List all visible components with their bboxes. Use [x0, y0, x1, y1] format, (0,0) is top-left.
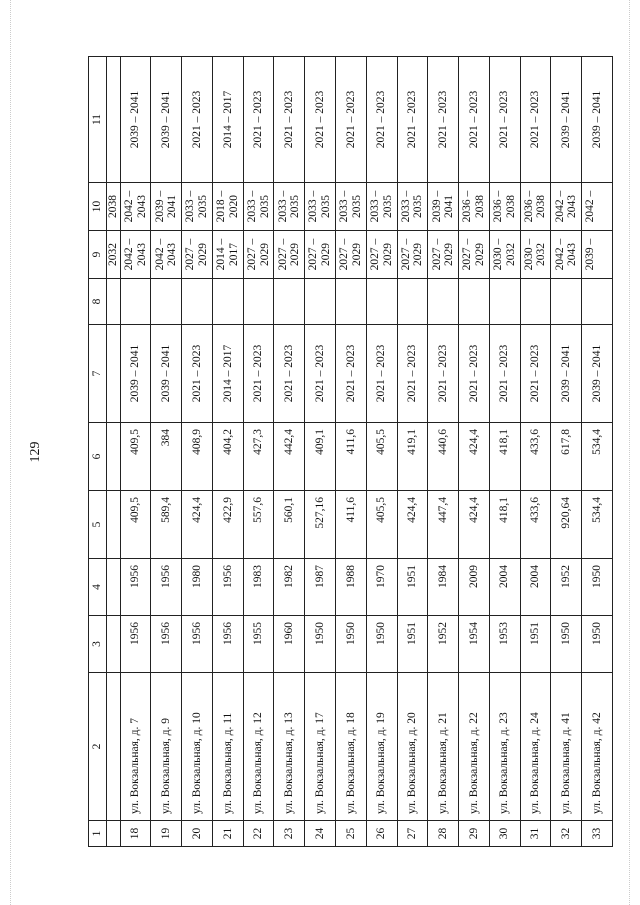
row-number: 31: [520, 821, 551, 847]
year-line-2: [597, 187, 610, 226]
period-end-cell: [397, 183, 428, 231]
year-line-1: 2033 –: [399, 190, 412, 223]
year-reconstruction-cell: 1956: [212, 559, 243, 616]
period-start-cell: [212, 231, 243, 279]
row-number: 22: [243, 821, 274, 847]
year-line-2: 2043: [135, 195, 148, 218]
year-built-cell: 1954: [459, 616, 490, 673]
year-line-1: 2033 –: [245, 190, 258, 223]
year-built-cell: 1955: [243, 616, 274, 673]
scan-edge-right: [629, 0, 630, 905]
row-number: 23: [274, 821, 305, 847]
year-line-2: 2035: [289, 195, 302, 218]
address-cell: ул. Вокзальная, д. 13: [274, 673, 305, 821]
period-cell: 2014 – 2017: [212, 325, 243, 423]
period-start-cell: [120, 231, 151, 279]
scan-edge-left: [10, 0, 11, 905]
address-cell: ул. Вокзальная, д. 17: [305, 673, 336, 821]
carry-cell-2: [107, 673, 121, 821]
year-line-1: 2042 –: [553, 190, 566, 223]
repair-period-cell: 2021 – 2023: [274, 57, 305, 183]
repair-period-cell: 2021 – 2023: [182, 57, 213, 183]
page-number: 129: [28, 441, 43, 463]
period-start-cell: [336, 231, 367, 279]
year-line-1: 2027 –: [369, 238, 381, 271]
period-end-cell: [459, 183, 490, 231]
year-line-1: 2042 –: [153, 238, 166, 271]
address-cell: ул. Вокзальная, д. 9: [151, 673, 182, 821]
year-line-2: 2029: [320, 243, 333, 266]
year-line-1: 2033 –: [369, 190, 381, 223]
empty-cell: [182, 279, 213, 325]
carry-cell-1: [107, 821, 121, 847]
empty-cell: [305, 279, 336, 325]
repair-period-cell: 2039 – 2041: [551, 57, 582, 183]
period-end-cell: [305, 183, 336, 231]
period-cell: 2021 – 2023: [489, 325, 520, 423]
address-cell: ул. Вокзальная, д. 18: [336, 673, 367, 821]
table-row: [212, 57, 243, 847]
column-header-8: 8: [89, 279, 107, 325]
period-start-cell: [520, 231, 551, 279]
period-start-cell: [551, 231, 582, 279]
table-row: [274, 57, 305, 847]
year-line-1: 2027 –: [461, 238, 474, 271]
period-start-cell: [305, 231, 336, 279]
year-reconstruction-cell: 1950: [582, 559, 613, 616]
address-cell: ул. Вокзальная, д. 20: [397, 673, 428, 821]
repair-period-cell: 2014 – 2017: [212, 57, 243, 183]
column-header-7: 7: [89, 325, 107, 423]
total-area-cell: 405,5: [366, 491, 397, 559]
year-built-cell: 1952: [428, 616, 459, 673]
column-header-11: 11: [89, 57, 107, 183]
total-area-cell: 424,4: [459, 491, 490, 559]
year-line-1: 2042 –: [122, 190, 135, 223]
year-line-1: 2042 –: [553, 238, 566, 271]
carry-over-row: [107, 57, 121, 847]
period-end-cell: [182, 183, 213, 231]
repair-period-cell: 2021 – 2023: [520, 57, 551, 183]
empty-cell: [459, 279, 490, 325]
period-cell: 2021 – 2023: [305, 325, 336, 423]
living-area-cell: 409,5: [120, 423, 151, 491]
year-line-1: 2039 –: [584, 238, 597, 271]
column-header-1: 1: [89, 821, 107, 847]
repair-period-cell: 2021 – 2023: [305, 57, 336, 183]
living-area-cell: 427,3: [243, 423, 274, 491]
column-header-6: 6: [89, 423, 107, 491]
period-end-cell: [366, 183, 397, 231]
period-start-cell: [489, 231, 520, 279]
total-area-cell: 589,4: [151, 491, 182, 559]
period-start-cell: [243, 231, 274, 279]
year-reconstruction-cell: 1952: [551, 559, 582, 616]
row-number: 32: [551, 821, 582, 847]
address-cell: ул. Вокзальная, д. 41: [551, 673, 582, 821]
period-start-cell: [182, 231, 213, 279]
total-area-cell: 409,5: [120, 491, 151, 559]
period-end-cell: [428, 183, 459, 231]
living-area-cell: 404,2: [212, 423, 243, 491]
year-line-2: 2041: [443, 195, 456, 218]
row-number: 26: [366, 821, 397, 847]
living-area-cell: 409,1: [305, 423, 336, 491]
table-row: [489, 57, 520, 847]
period-cell: 2039 – 2041: [151, 325, 182, 423]
period-start-cell: [397, 231, 428, 279]
total-area-cell: 534,4: [582, 491, 613, 559]
year-reconstruction-cell: 1983: [243, 559, 274, 616]
year-line-1: 2018 –: [215, 190, 228, 223]
column-header-10: 10: [89, 183, 107, 231]
year-line-2: 2035: [320, 195, 333, 218]
year-line-2: 2035: [258, 195, 271, 218]
year-built-cell: 1953: [489, 616, 520, 673]
rotated-table-wrapper: [88, 57, 613, 847]
year-reconstruction-cell: 1956: [120, 559, 151, 616]
year-line-1: 2036 –: [522, 190, 535, 223]
row-number: 27: [397, 821, 428, 847]
row-number: 18: [120, 821, 151, 847]
period-cell: 2021 – 2023: [459, 325, 490, 423]
carry-cell-10: 2038: [107, 183, 121, 231]
year-built-cell: 1950: [305, 616, 336, 673]
year-line-1: 2039 –: [153, 190, 166, 223]
living-area-cell: 440,6: [428, 423, 459, 491]
table-row: [120, 57, 151, 847]
year-reconstruction-cell: 1988: [336, 559, 367, 616]
year-line-2: 2029: [473, 243, 486, 266]
year-built-cell: 1950: [336, 616, 367, 673]
period-end-cell: [582, 183, 613, 231]
period-cell: 2021 – 2023: [274, 325, 305, 423]
repair-period-cell: 2021 – 2023: [336, 57, 367, 183]
row-number: 30: [489, 821, 520, 847]
living-area-cell: 384: [151, 423, 182, 491]
table-row: [428, 57, 459, 847]
table-body: [107, 57, 613, 847]
year-built-cell: 1956: [120, 616, 151, 673]
repair-period-cell: 2039 – 2041: [151, 57, 182, 183]
empty-cell: [489, 279, 520, 325]
year-reconstruction-cell: 1980: [182, 559, 213, 616]
carry-cell-4: [107, 559, 121, 616]
table-row: [520, 57, 551, 847]
empty-cell: [151, 279, 182, 325]
empty-cell: [243, 279, 274, 325]
repair-period-cell: 2021 – 2023: [428, 57, 459, 183]
living-area-cell: 424,4: [459, 423, 490, 491]
year-line-2: 2020: [227, 195, 240, 218]
year-built-cell: 1950: [551, 616, 582, 673]
carry-cell-5: [107, 491, 121, 559]
row-number: 20: [182, 821, 213, 847]
table-row: [397, 57, 428, 847]
year-line-2: 2038: [473, 195, 486, 218]
carry-cell-6: [107, 423, 121, 491]
column-header-9: 9: [89, 231, 107, 279]
period-cell: 2039 – 2041: [582, 325, 613, 423]
table-row: [336, 57, 367, 847]
year-line-2: 2032: [504, 243, 517, 266]
year-line-1: 2036 –: [461, 190, 474, 223]
year-line-1: 2027 –: [430, 238, 443, 271]
table-row: [151, 57, 182, 847]
column-header-3: 3: [89, 616, 107, 673]
address-cell: ул. Вокзальная, д. 19: [366, 673, 397, 821]
year-line-1: 2027 –: [276, 238, 289, 271]
repair-period-cell: 2021 – 2023: [397, 57, 428, 183]
row-number: 33: [582, 821, 613, 847]
year-line-2: 2029: [443, 243, 456, 266]
period-start-cell: [274, 231, 305, 279]
row-number: 28: [428, 821, 459, 847]
empty-cell: [428, 279, 459, 325]
living-area-cell: 419,1: [397, 423, 428, 491]
year-line-1: 2039 –: [430, 190, 443, 223]
period-end-cell: [274, 183, 305, 231]
year-built-cell: 1956: [212, 616, 243, 673]
year-line-2: 2029: [289, 243, 302, 266]
living-area-cell: 534,4: [582, 423, 613, 491]
year-line-2: 2043: [566, 243, 579, 266]
year-reconstruction-cell: 2004: [520, 559, 551, 616]
living-area-cell: 408,9: [182, 423, 213, 491]
year-built-cell: 1956: [151, 616, 182, 673]
address-cell: ул. Вокзальная, д. 24: [520, 673, 551, 821]
empty-cell: [397, 279, 428, 325]
year-reconstruction-cell: 2009: [459, 559, 490, 616]
total-area-cell: 411,6: [336, 491, 367, 559]
year-reconstruction-cell: 1956: [151, 559, 182, 616]
carry-cell-9: 2032: [107, 231, 121, 279]
year-reconstruction-cell: 1987: [305, 559, 336, 616]
living-area-cell: 405,5: [366, 423, 397, 491]
year-reconstruction-cell: 1951: [397, 559, 428, 616]
table-row: [182, 57, 213, 847]
year-built-cell: 1950: [366, 616, 397, 673]
period-end-cell: [151, 183, 182, 231]
address-cell: ул. Вокзальная, д. 42: [582, 673, 613, 821]
data-table: [88, 56, 613, 847]
year-line-2: 2029: [381, 243, 394, 266]
empty-cell: [520, 279, 551, 325]
total-area-cell: 560,1: [274, 491, 305, 559]
period-start-cell: [366, 231, 397, 279]
year-line-2: 2043: [566, 195, 579, 218]
carry-cell-8: [107, 279, 121, 325]
living-area-cell: 411,6: [336, 423, 367, 491]
period-end-cell: [120, 183, 151, 231]
year-line-2: 2038: [504, 195, 517, 218]
period-start-cell: [151, 231, 182, 279]
total-area-cell: 433,6: [520, 491, 551, 559]
period-start-cell: [582, 231, 613, 279]
period-end-cell: [551, 183, 582, 231]
year-line-1: 2033 –: [307, 190, 320, 223]
period-end-cell: [212, 183, 243, 231]
empty-cell: [551, 279, 582, 325]
year-built-cell: 1951: [520, 616, 551, 673]
period-start-cell: [459, 231, 490, 279]
table-row: [459, 57, 490, 847]
column-header-2: 2: [89, 673, 107, 821]
year-line-2: [597, 235, 610, 274]
table-row: [366, 57, 397, 847]
total-area-cell: 424,4: [182, 491, 213, 559]
empty-cell: [120, 279, 151, 325]
year-built-cell: 1950: [582, 616, 613, 673]
year-built-cell: 1951: [397, 616, 428, 673]
row-number: 19: [151, 821, 182, 847]
year-built-cell: 1960: [274, 616, 305, 673]
address-cell: ул. Вокзальная, д. 22: [459, 673, 490, 821]
empty-cell: [274, 279, 305, 325]
year-line-2: 2035: [350, 195, 363, 218]
address-cell: ул. Вокзальная, д. 12: [243, 673, 274, 821]
period-cell: 2021 – 2023: [520, 325, 551, 423]
year-line-2: 2017: [227, 243, 240, 266]
period-cell: 2021 – 2023: [182, 325, 213, 423]
year-line-1: 2033 –: [276, 190, 289, 223]
year-line-1: 2033 –: [184, 190, 197, 223]
year-line-2: 2029: [197, 243, 210, 266]
year-line-2: 2035: [381, 195, 394, 218]
period-cell: 2021 – 2023: [336, 325, 367, 423]
address-cell: ул. Вокзальная, д. 11: [212, 673, 243, 821]
year-line-2: 2038: [535, 195, 548, 218]
year-line-2: 2041: [166, 195, 179, 218]
year-line-2: 2029: [350, 243, 363, 266]
carry-cell-7: [107, 325, 121, 423]
year-line-2: 2035: [412, 195, 425, 218]
year-line-1: 2027 –: [307, 238, 320, 271]
year-reconstruction-cell: 1982: [274, 559, 305, 616]
year-line-1: 2027 –: [399, 238, 412, 271]
total-area-cell: 920,64: [551, 491, 582, 559]
period-cell: 2021 – 2023: [366, 325, 397, 423]
total-area-cell: 557,6: [243, 491, 274, 559]
living-area-cell: 433,6: [520, 423, 551, 491]
empty-cell: [336, 279, 367, 325]
repair-period-cell: 2021 – 2023: [489, 57, 520, 183]
total-area-cell: 447,4: [428, 491, 459, 559]
carry-cell-11: [107, 57, 121, 183]
row-number: 29: [459, 821, 490, 847]
empty-cell: [212, 279, 243, 325]
row-number: 21: [212, 821, 243, 847]
living-area-cell: 418,1: [489, 423, 520, 491]
year-line-2: 2032: [535, 243, 548, 266]
year-line-1: 2014 –: [215, 238, 228, 271]
repair-period-cell: 2021 – 2023: [459, 57, 490, 183]
year-line-2: 2035: [197, 195, 210, 218]
year-line-1: 2036 –: [492, 190, 505, 223]
address-cell: ул. Вокзальная, д. 7: [120, 673, 151, 821]
table-row: [551, 57, 582, 847]
period-cell: 2039 – 2041: [551, 325, 582, 423]
repair-period-cell: 2021 – 2023: [243, 57, 274, 183]
header-row: [89, 57, 107, 847]
column-header-5: 5: [89, 491, 107, 559]
period-cell: 2021 – 2023: [243, 325, 274, 423]
period-cell: 2039 – 2041: [120, 325, 151, 423]
year-line-2: 2029: [258, 243, 271, 266]
year-built-cell: 1956: [182, 616, 213, 673]
total-area-cell: 424,4: [397, 491, 428, 559]
carry-cell-3: [107, 616, 121, 673]
year-line-1: 2030 –: [492, 238, 505, 271]
empty-cell: [582, 279, 613, 325]
period-end-cell: [243, 183, 274, 231]
year-reconstruction-cell: 2004: [489, 559, 520, 616]
year-line-1: 2027 –: [184, 238, 197, 271]
repair-period-cell: 2039 – 2041: [582, 57, 613, 183]
table-row: [582, 57, 613, 847]
year-line-1: 2042 –: [122, 238, 135, 271]
living-area-cell: 442,4: [274, 423, 305, 491]
period-end-cell: [489, 183, 520, 231]
year-reconstruction-cell: 1984: [428, 559, 459, 616]
year-reconstruction-cell: 1970: [366, 559, 397, 616]
address-cell: ул. Вокзальная, д. 23: [489, 673, 520, 821]
table-row: [305, 57, 336, 847]
period-cell: 2021 – 2023: [397, 325, 428, 423]
column-header-4: 4: [89, 559, 107, 616]
total-area-cell: 527,16: [305, 491, 336, 559]
repair-period-cell: 2039 – 2041: [120, 57, 151, 183]
period-start-cell: [428, 231, 459, 279]
row-number: 25: [336, 821, 367, 847]
period-end-cell: [336, 183, 367, 231]
living-area-cell: 617,8: [551, 423, 582, 491]
year-line-1: 2030 –: [522, 238, 535, 271]
total-area-cell: 422,9: [212, 491, 243, 559]
year-line-2: 2043: [166, 243, 179, 266]
table-row: [243, 57, 274, 847]
period-end-cell: [520, 183, 551, 231]
address-cell: ул. Вокзальная, д. 10: [182, 673, 213, 821]
year-line-1: 2027 –: [338, 238, 351, 271]
repair-period-cell: 2021 – 2023: [366, 57, 397, 183]
address-cell: ул. Вокзальная, д. 21: [428, 673, 459, 821]
row-number: 24: [305, 821, 336, 847]
period-cell: 2021 – 2023: [428, 325, 459, 423]
year-line-2: 2043: [135, 243, 148, 266]
total-area-cell: 418,1: [489, 491, 520, 559]
year-line-1: 2027 –: [245, 238, 258, 271]
year-line-2: 2029: [412, 243, 425, 266]
year-line-1: 2033 –: [338, 190, 351, 223]
empty-cell: [366, 279, 397, 325]
year-line-1: 2042 –: [584, 190, 597, 223]
